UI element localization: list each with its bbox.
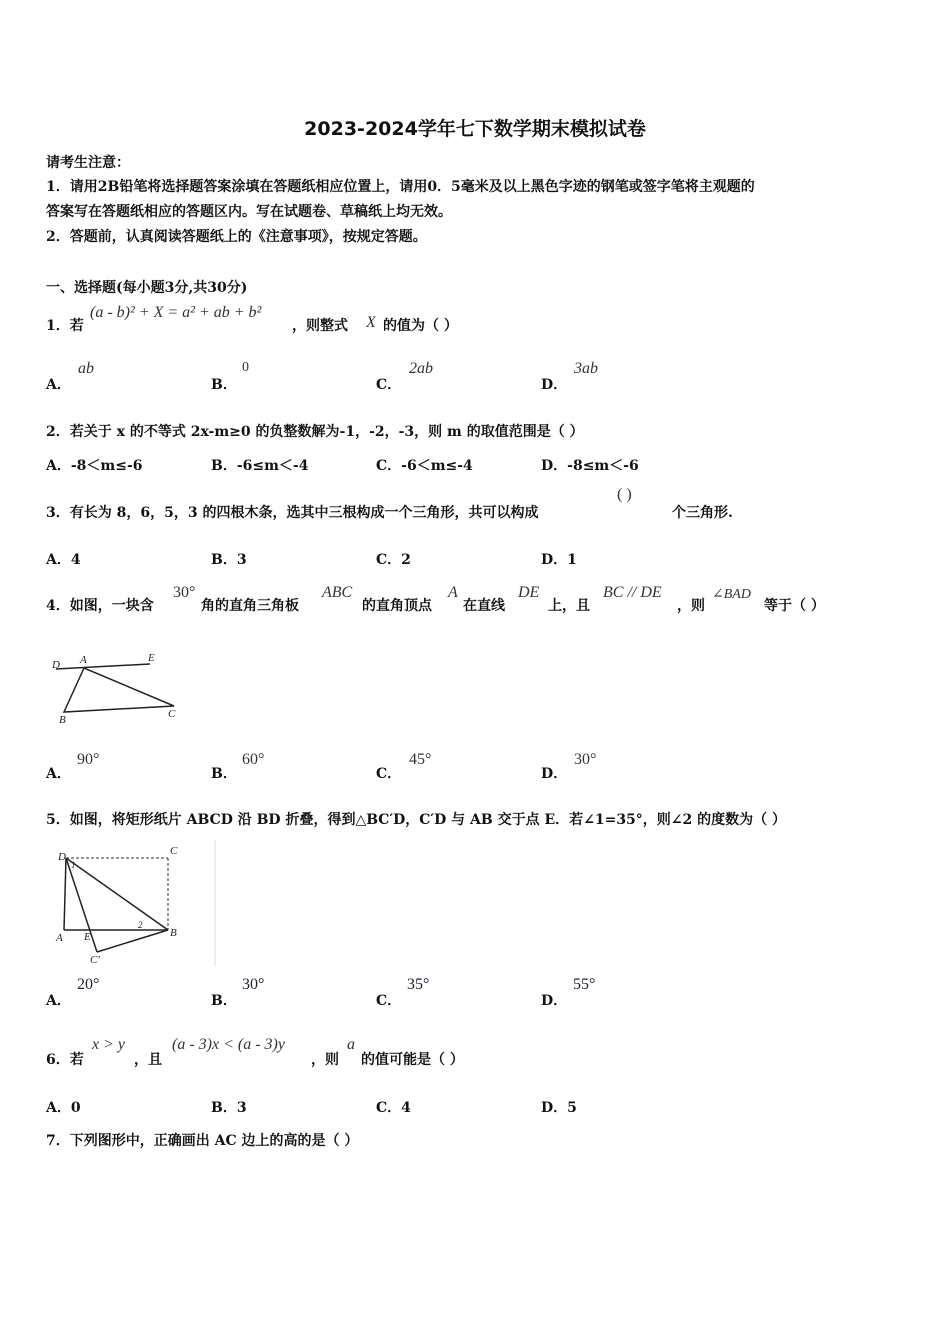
q6-math-a: a bbox=[347, 1036, 355, 1053]
label-c-prime: C' bbox=[90, 954, 100, 966]
q6-option-b[interactable]: B．3 bbox=[211, 1100, 247, 1116]
q4-option-c-value: 45° bbox=[409, 751, 432, 768]
label-a: A bbox=[80, 654, 87, 666]
q6-option-d[interactable]: D．5 bbox=[541, 1100, 577, 1116]
q1-expression: (a - b)² + X = a² + ab + b² bbox=[90, 304, 262, 321]
edge-da bbox=[64, 858, 66, 930]
q7-text: 7．下列图形中，正确画出 AC 边上的高的是（ ） bbox=[46, 1133, 359, 1149]
label-d: D bbox=[52, 659, 60, 671]
q1-option-a-value: ab bbox=[78, 360, 94, 377]
q1-option-b-value: 0 bbox=[242, 360, 249, 375]
q4-option-d-label[interactable]: D． bbox=[541, 766, 568, 782]
q1-option-c-label[interactable]: C． bbox=[376, 377, 402, 393]
q1-option-d-value: 3ab bbox=[574, 360, 598, 377]
q3-paren: ( ) bbox=[617, 486, 632, 503]
edge-dc-prime bbox=[66, 858, 97, 952]
section-heading: 一、选择题(每小题3分,共30分) bbox=[46, 280, 248, 296]
q1-option-a-label[interactable]: A． bbox=[46, 377, 71, 393]
q1-post: 的值为（ ） bbox=[383, 318, 458, 334]
notice-line-1b: 答案写在答题纸相应的答题区内。写在试题卷、草稿纸上均无效。 bbox=[46, 204, 452, 220]
q6-option-a[interactable]: A．0 bbox=[46, 1100, 81, 1116]
q4-figure bbox=[46, 648, 196, 728]
q1-option-c-value: 2ab bbox=[409, 360, 433, 377]
q1-var: X bbox=[366, 314, 376, 331]
q6-math-inequality: (a - 3)x < (a - 3)y bbox=[172, 1036, 285, 1053]
label-c: C bbox=[170, 845, 178, 857]
q5-option-c-label[interactable]: C． bbox=[376, 993, 402, 1009]
triangle-abc bbox=[64, 668, 174, 712]
q3-option-b[interactable]: B．3 bbox=[211, 552, 247, 568]
q1-option-d-label[interactable]: D． bbox=[541, 377, 568, 393]
q4-math-angle: 30° bbox=[173, 584, 196, 601]
fold-bd bbox=[66, 858, 168, 930]
q4-part-1: 4．如图，一块含 bbox=[46, 598, 154, 614]
q6-math-x-gt-y: x > y bbox=[92, 1036, 125, 1053]
q4-part-5: 上，且 bbox=[548, 598, 590, 614]
page-title: 2023-2024学年七下数学期末模拟试卷 bbox=[304, 118, 646, 140]
line-de bbox=[56, 664, 150, 669]
q5-option-a-label[interactable]: A． bbox=[46, 993, 71, 1009]
q4-math-de: DE bbox=[518, 584, 540, 601]
q2-option-d[interactable]: D．-8≤m＜-6 bbox=[541, 458, 639, 474]
notice-heading: 请考生注意： bbox=[46, 155, 130, 171]
q6-part-3: ，则 bbox=[311, 1052, 339, 1068]
q5-option-b-value: 30° bbox=[242, 976, 265, 993]
q2-text: 2．若关于 x 的不等式 2x-m≥0 的负整数解为-1，-2，-3，则 m 的取值范围是（ ） bbox=[46, 424, 584, 440]
label-angle-2: 2 bbox=[138, 920, 143, 930]
notice-line-2: 2．答题前，认真阅读答题纸上的《注意事项》，按规定答题。 bbox=[46, 229, 427, 245]
q1-prefix: 1．若 bbox=[46, 318, 84, 334]
q3-option-c[interactable]: C．2 bbox=[376, 552, 411, 568]
q4-math-a: A bbox=[448, 584, 458, 601]
q3-prefix: 3．有长为 8，6，5，3 的四根木条，选其中三根构成一个三角形，共可以构成 bbox=[46, 505, 539, 521]
q4-part-4: 在直线 bbox=[463, 598, 505, 614]
q4-math-abc: ABC bbox=[322, 584, 353, 601]
q5-option-b-label[interactable]: B． bbox=[211, 993, 237, 1009]
q4-math-parallel: BC // DE bbox=[603, 584, 662, 601]
label-c: C bbox=[168, 708, 176, 720]
q5-figure bbox=[52, 840, 217, 966]
q4-option-a-label[interactable]: A． bbox=[46, 766, 71, 782]
label-a: A bbox=[56, 932, 63, 944]
q4-option-b-label[interactable]: B． bbox=[211, 766, 237, 782]
q3-post: 个三角形. bbox=[672, 505, 733, 521]
notice-line-1a: 1．请用2B铅笔将选择题答案涂填在答题纸相应位置上，请用0．5毫米及以上黑色字迹的钢笔或签字笔将主观题的 bbox=[46, 179, 755, 195]
q4-option-c-label[interactable]: C． bbox=[376, 766, 402, 782]
label-e: E bbox=[84, 931, 91, 943]
q4-part-6: ，则 bbox=[677, 598, 705, 614]
q5-option-a-value: 20° bbox=[77, 976, 100, 993]
q2-option-b[interactable]: B．-6≤m＜-4 bbox=[211, 458, 309, 474]
q2-option-a[interactable]: A．-8＜m≤-6 bbox=[46, 458, 143, 474]
q5-option-d-value: 55° bbox=[573, 976, 596, 993]
q4-option-b-value: 60° bbox=[242, 751, 265, 768]
label-angle-1: 1 bbox=[71, 860, 76, 870]
edge-c-prime-b bbox=[97, 930, 168, 952]
label-d: D bbox=[58, 851, 66, 863]
q1-option-b-label[interactable]: B． bbox=[211, 377, 237, 393]
q5-option-d-label[interactable]: D． bbox=[541, 993, 568, 1009]
q6-part-4: 的值可能是（ ） bbox=[361, 1052, 464, 1068]
q5-option-c-value: 35° bbox=[407, 976, 430, 993]
q6-option-c[interactable]: C．4 bbox=[376, 1100, 411, 1116]
q4-option-d-value: 30° bbox=[574, 751, 597, 768]
q4-part-7: 等于（ ） bbox=[764, 598, 825, 614]
q4-part-3: 的直角顶点 bbox=[362, 598, 432, 614]
q5-text: 5．如图，将矩形纸片 ABCD 沿 BD 折叠，得到△BC′D，C′D 与 AB 交于点 E．若∠1=35°，则∠2 的度数为（ ） bbox=[46, 812, 787, 828]
q6-part-2: ，且 bbox=[134, 1052, 162, 1068]
q3-option-d[interactable]: D．1 bbox=[541, 552, 577, 568]
q2-option-c[interactable]: C．-6＜m≤-4 bbox=[376, 458, 473, 474]
q4-part-2: 角的直角三角板 bbox=[201, 598, 299, 614]
label-e: E bbox=[148, 652, 155, 664]
label-b: B bbox=[170, 927, 177, 939]
q6-part-1: 6．若 bbox=[46, 1052, 84, 1068]
label-b: B bbox=[59, 714, 66, 726]
q3-option-a[interactable]: A．4 bbox=[46, 552, 81, 568]
q4-math-bad: ∠BAD bbox=[712, 587, 751, 602]
q4-option-a-value: 90° bbox=[77, 751, 100, 768]
q1-mid: ，则整式 bbox=[292, 318, 348, 334]
